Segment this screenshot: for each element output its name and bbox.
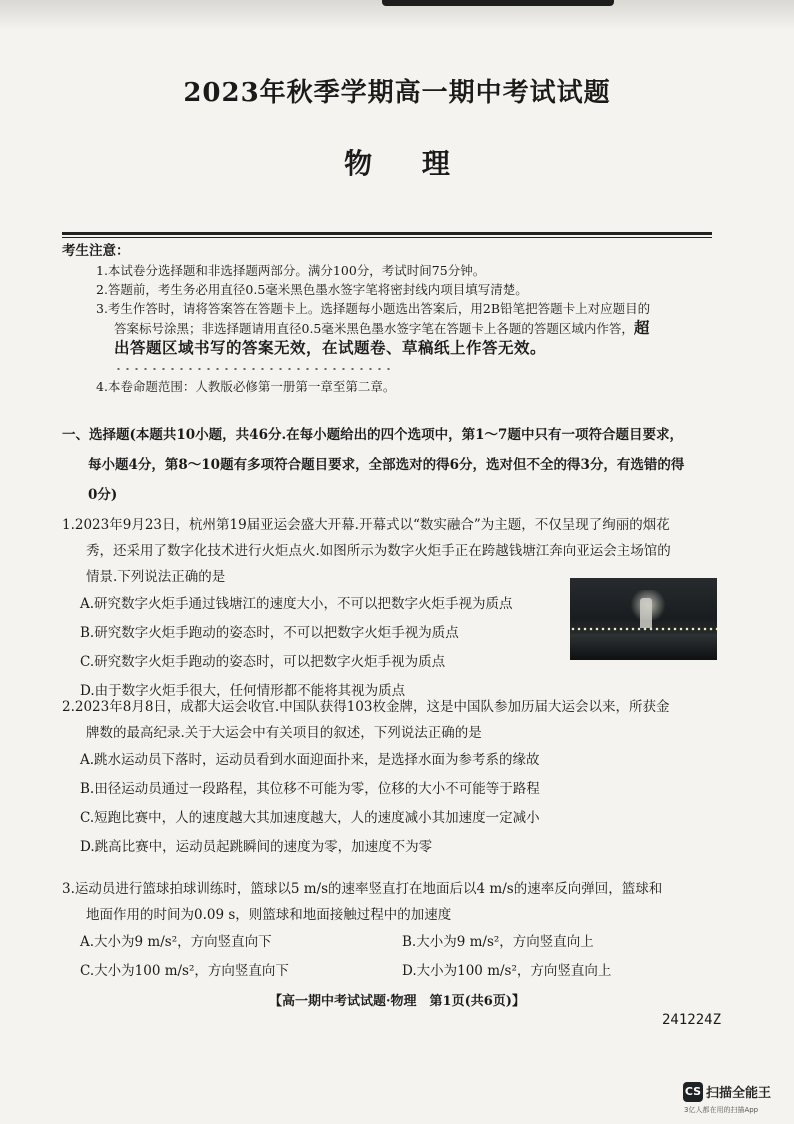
- camscanner-logo-icon: CS: [683, 1082, 703, 1102]
- notice-heading: 考生注意：: [62, 243, 130, 259]
- q1-option-b: B.研究数字火炬手跑动的姿态时，不可以把数字火炬手视为质点: [80, 625, 459, 641]
- section-heading: 一、选择题(本题共10小题，共46分.在每小题给出的四个选项中，第1～7题中只有一项符合题目要求， 每小题4分，第8～10题有多项符合题目要求，全部选对的得6分，选对但不全的得3分，有选错的得 0分): [62, 427, 685, 503]
- divider-thin: [62, 237, 712, 238]
- q2-option-b: B.田径运动员通过一段路程，其位移不可能为零，位移的大小不可能等于路程: [80, 781, 540, 797]
- q3-option-b: B.大小为9 m/s²，方向竖直向上: [402, 934, 594, 950]
- subject-title: 物 理: [344, 147, 450, 180]
- q1-option-a: A.研究数字火炬手通过钱塘江的速度大小，不可以把数字火炬手视为质点: [80, 596, 513, 612]
- q2-option-d: D.跳高比赛中，运动员起跳瞬间的速度为零，加速度不为零: [80, 839, 433, 855]
- q3-option-d: D.大小为100 m/s²，方向竖直向上: [402, 963, 612, 979]
- notice-item-1: 1.本试卷分选择题和非选择题两部分。满分100分，考试时间75分钟。: [96, 263, 486, 278]
- notice-item-3-cont: 答案标号涂黑；非选择题请用直径0.5毫米黑色墨水签字笔在答题卡上各题的答题区域内作答，超: [114, 318, 650, 337]
- question-2: 2.2023年8月8日，成都大运会收官.中国队获得103枚金牌，这是中国队参加历届大运会以来，所获金 牌数的最高纪录.关于大运会中有关项目的叙述，下列说法正确的是 A.跳水运动员下落时，运动员看到水面迎面扑来，是选择水面为参考系的缘故 B.田径运动员通过一段路程，其位移不可能为零，位移的大小不可能等于路程 C.短跑比赛中，人的速度越大其加速度越大，人的速度减小其加速度一定减小 D.跳高比赛中，运动员起跳瞬间的速度为零，加速度不为零: [62, 694, 727, 862]
- candidate-notice: [62, 242, 722, 396]
- q3-option-a: A.大小为9 m/s²，方向竖直向下: [80, 934, 272, 950]
- exam-code: 241224Z: [662, 1012, 722, 1028]
- dotted-underline: [114, 368, 394, 370]
- scan-binding-bar: [382, 0, 614, 6]
- q2-option-a: A.跳水运动员下落时，运动员看到水面迎面扑来，是选择水面为参考系的缘故: [80, 752, 540, 768]
- notice-item-2: 2.答题前，考生务必用直径0.5毫米黑色墨水签字笔将密封线内项目填写清楚。: [96, 282, 528, 297]
- q2-option-c: C.短跑比赛中，人的速度越大其加速度越大，人的速度减小其加速度一定减小: [80, 810, 540, 826]
- question-1: 1.2023年9月23日，杭州第19届亚运会盛大开幕.开幕式以“数实融合”为主题，不仅呈现了绚丽的烟花 秀，还采用了数字化技术进行火炬点火.如图所示为数字火炬手正在跨越钱塘江奔向亚运会主场馆的 情景.下列说法正确的是 A.研究数字火炬手通过钱塘江的速度大小，不可以把数字火炬手视为质点 B.研究数字火炬手跑动的姿态时，不可以把数字火炬手视为质点 C.研究数字火炬手跑动的姿态时，可以把数字火炬手视为质点 D.由于数字火炬手很大，任何情形都不能将其视为质点: [62, 512, 727, 706]
- divider-thick: [62, 232, 712, 235]
- question-3: 3.运动员进行篮球拍球训练时，篮球以5 m/s的速率竖直打在地面后以4 m/s的速率反向弹回，篮球和 地面作用的时间为0.09 s，则篮球和地面接触过程中的加速度 A.大小为9 m/s²，方向竖直向下 B.大小为9 m/s²，方向竖直向上 C.大小为100 m/s²，方向竖直向下 D.大小为100 m/s²，方向竖直向上: [62, 876, 727, 986]
- exam-title: 2023年秋季学期高一期中考试试题: [183, 78, 611, 108]
- q1-option-c: C.研究数字火炬手跑动的姿态时，可以把数字火炬手视为质点: [80, 654, 446, 670]
- camscanner-tagline: 3亿人都在用的扫描App: [684, 1106, 759, 1114]
- q1-option-d: D.由于数字火炬手很大，任何情形都不能将其视为质点: [80, 683, 406, 699]
- q3-option-c: C.大小为100 m/s²，方向竖直向下: [80, 963, 289, 979]
- page-footer: 【高一期中考试试题·物理 第1页(共6页)】: [269, 994, 525, 1009]
- torchbearer-photo: [570, 578, 717, 660]
- camscanner-name: 扫描全能王: [706, 1086, 772, 1101]
- notice-item-4: 4.本卷命题范围：人教版必修第一册第一章至第二章。: [96, 379, 396, 394]
- notice-item-3: 3.考生作答时，请将答案答在答题卡上。选择题每小题选出答案后，用2B铅笔把答题卡上对应题目的: [96, 301, 651, 316]
- notice-item-3-emphasis: 出答题区域书写的答案无效，在试题卷、草稿纸上作答无效。: [62, 338, 722, 377]
